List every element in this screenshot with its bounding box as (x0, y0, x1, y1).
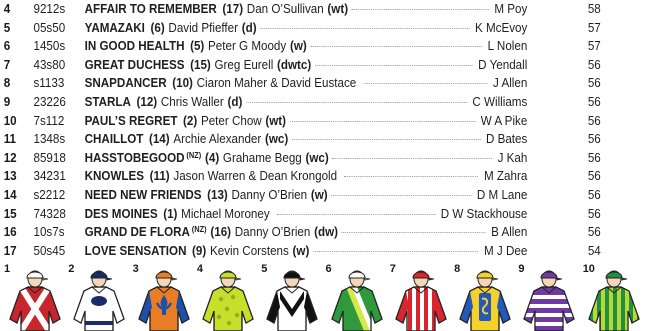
trainer: Greg Eurell (214, 57, 274, 72)
silk-number: 9 (518, 263, 525, 275)
runner-form: s2212 (33, 188, 66, 202)
barrier: (11) (149, 169, 170, 184)
runner-details (85, 223, 486, 243)
horse-name: HASSTOBEGOOD (84, 150, 185, 165)
silk-item (518, 263, 578, 329)
runner-details (85, 56, 473, 74)
leader-dots (277, 213, 435, 215)
jockey: D Yendall (478, 57, 528, 72)
weight: 56 (587, 225, 601, 240)
silk-lime-dots-icon (199, 269, 257, 331)
weight: 57 (587, 39, 601, 54)
runner-row (0, 37, 604, 55)
runner-form: 50s45 (33, 243, 66, 258)
runner-row (0, 0, 604, 18)
gear: (dw) (314, 225, 338, 240)
silk-number: 10 (582, 263, 595, 275)
runner-form: s1133 (33, 76, 65, 91)
gear: (wc) (305, 150, 329, 165)
silk-item (133, 263, 193, 329)
silk-number: 4 (196, 263, 204, 275)
silk-purple-white-hoops-icon (520, 269, 578, 331)
runner-details (85, 130, 481, 148)
weight: 56 (587, 76, 601, 91)
trainer: Archie Alexander (173, 132, 262, 147)
silk-item (390, 263, 450, 329)
runner-form: 1348s (33, 132, 66, 147)
runner-number: 13 (3, 169, 17, 184)
weight: 56 (587, 132, 601, 147)
silk-red-white-stripes-icon (392, 269, 450, 331)
weight: 58 (587, 2, 601, 16)
silk-green-lime-stripes-icon (585, 269, 643, 331)
trainer: Grahame Begg (222, 150, 302, 165)
gear: (w) (292, 243, 310, 258)
leader-dots (332, 157, 492, 159)
gear: (d) (241, 20, 257, 35)
silk-item (261, 263, 321, 329)
jockey: J Kah (497, 150, 528, 165)
runner-number: 12 (3, 150, 17, 165)
leader-dots (342, 231, 486, 233)
gear: (wt) (327, 2, 349, 16)
jockey: B Allen (491, 225, 528, 240)
runner-row (0, 112, 604, 130)
silk-white-black-chevron-icon (263, 269, 321, 331)
weight: 56 (587, 169, 601, 184)
runner-form: 05s50 (33, 20, 66, 35)
leader-dots (246, 101, 466, 103)
leader-dots (331, 194, 471, 196)
runner-number: 5 (3, 20, 11, 35)
jockey: D Bates (485, 132, 528, 147)
jockey: D M Lane (476, 188, 528, 202)
trainer: Ciaron Maher & David Eustace (196, 76, 357, 91)
runner-number: 7 (3, 57, 11, 72)
weight: 56 (587, 206, 601, 221)
silk-number: 5 (261, 263, 268, 275)
runner-number: 4 (3, 2, 11, 16)
runner-number: 8 (3, 76, 11, 91)
silk-item (326, 263, 386, 329)
gear: (w) (310, 188, 328, 202)
runner-row (0, 205, 604, 223)
runner-details (85, 167, 479, 185)
silk-number: 6 (325, 263, 332, 275)
runner-details (85, 242, 478, 260)
gear: (dwtc) (277, 57, 312, 72)
horse-country: (NZ) (186, 150, 202, 160)
silk-number: 1 (4, 263, 11, 275)
barrier: (5) (190, 39, 205, 54)
runner-form: 9212s (33, 2, 66, 16)
runner-row (0, 19, 604, 37)
horse-name: LOVE SENSATION (84, 243, 187, 258)
runner-number: 6 (3, 39, 11, 54)
leader-dots (292, 138, 481, 140)
silk-number: 2 (68, 263, 75, 275)
leader-dots (345, 175, 479, 177)
barrier: (1) (163, 206, 178, 221)
jockey: D W Stackhouse (440, 206, 528, 221)
horse-name: DES MOINES (84, 206, 158, 221)
gear: (wc) (264, 132, 289, 147)
barrier: (15) (190, 57, 211, 72)
runner-row (0, 186, 604, 204)
silk-yellow-blue-icon (456, 269, 514, 331)
runner-details (85, 37, 482, 55)
runner-details (85, 112, 475, 130)
runner-details (85, 93, 467, 111)
silk-number: 8 (454, 263, 461, 275)
runner-number: 15 (3, 206, 17, 221)
leader-dots (290, 120, 475, 122)
silk-white-navy-emblem-icon (70, 269, 128, 331)
jockey: W A Pike (480, 113, 528, 128)
barrier: (12) (136, 95, 158, 109)
silks-strip (0, 263, 649, 329)
trainer: Peter G Moody (208, 39, 287, 54)
silk-item (454, 263, 514, 329)
silk-item (197, 263, 257, 329)
jockey: L Nolen (487, 39, 528, 54)
runner-form: 10s7s (33, 225, 65, 240)
leader-dots (310, 45, 481, 47)
horse-country: (NZ) (191, 225, 207, 235)
runner-details (85, 186, 472, 204)
jockey: M Zahra (484, 169, 528, 184)
weight: 56 (587, 150, 601, 165)
silk-red-white-cross-icon (6, 269, 64, 331)
silk-item (583, 263, 643, 329)
silk-green-stripe-icon (328, 269, 386, 331)
runner-form: 23226 (33, 95, 66, 109)
runner-row (0, 56, 604, 74)
trainer: Chris Waller (160, 95, 224, 109)
horse-name: STARLA (84, 95, 131, 109)
jockey: J Allen (493, 76, 528, 91)
runner-row (0, 149, 604, 167)
runner-number: 9 (3, 95, 11, 109)
barrier: (6) (150, 20, 165, 35)
trainer: Dan O’Sullivan (246, 2, 324, 16)
silk-item (4, 263, 64, 329)
leader-dots (315, 64, 472, 66)
barrier: (4) (204, 150, 220, 165)
runner-form: 43s80 (33, 57, 66, 72)
weight: 56 (587, 113, 601, 128)
runner-form: 34231 (33, 169, 66, 184)
horse-name: SNAPDANCER (84, 76, 167, 91)
horse-name: GRAND DE FLORA (84, 225, 190, 240)
trainer: Danny O’Brien (234, 225, 311, 240)
leader-dots (313, 250, 478, 252)
runner-number: 14 (3, 188, 17, 202)
barrier: (14) (148, 132, 170, 147)
barrier: (13) (207, 188, 228, 202)
runner-row (0, 167, 604, 185)
runner-number: 11 (3, 132, 17, 147)
horse-name: GREAT DUCHESS (84, 57, 185, 72)
silk-orange-fleur-icon (135, 269, 193, 331)
trainer: Kevin Corstens (209, 243, 289, 258)
barrier: (2) (183, 113, 198, 128)
trainer: Michael Moroney (181, 206, 270, 221)
runner-details (85, 74, 488, 92)
runner-form: 1450s (33, 39, 66, 54)
leader-dots (260, 27, 469, 29)
runner-form: 85918 (33, 150, 66, 165)
gear: (wt) (265, 113, 287, 128)
barrier: (17) (222, 2, 244, 16)
weight: 54 (587, 243, 601, 258)
weight: 56 (587, 57, 601, 72)
gear: (d) (227, 95, 243, 109)
runner-row (0, 223, 604, 241)
runner-row (0, 130, 604, 148)
trainer: Jason Warren & Dean Krongold (173, 169, 338, 184)
gear: (w) (289, 39, 307, 54)
runner-number: 16 (3, 225, 17, 240)
horse-name: KNOWLES (84, 169, 145, 184)
trainer: Danny O’Brien (231, 188, 308, 202)
weight: 56 (587, 95, 601, 109)
runner-row (0, 93, 604, 111)
jockey: M Poy (494, 2, 528, 16)
jockey: M J Dee (484, 243, 528, 258)
silk-number: 7 (389, 263, 396, 275)
barrier: (16) (210, 225, 232, 240)
weight: 56 (587, 188, 601, 202)
jockey: C Williams (472, 95, 528, 109)
horse-name: PAUL’S REGRET (84, 113, 178, 128)
barrier: (10) (172, 76, 193, 91)
horse-name: YAMAZAKI (84, 20, 145, 35)
jockey: K McEvoy (474, 20, 528, 35)
runner-number: 17 (3, 243, 17, 258)
leader-dots (352, 8, 490, 10)
runner-row (0, 242, 604, 260)
horse-name: IN GOOD HEALTH (84, 39, 185, 54)
runner-form: 74328 (33, 206, 66, 221)
trainer: David Pfieffer (168, 20, 239, 35)
runner-row (0, 74, 604, 92)
leader-dots (364, 82, 488, 84)
trainer: Peter Chow (200, 113, 262, 128)
horse-name: AFFAIR TO REMEMBER (84, 2, 217, 16)
runner-details (85, 205, 436, 223)
runner-details (85, 149, 493, 169)
runner-details (85, 0, 490, 18)
silk-item (68, 263, 128, 329)
horse-name: NEED NEW FRIENDS (84, 188, 202, 202)
runner-details (85, 19, 470, 37)
horse-name: CHAILLOT (84, 132, 144, 147)
runner-number: 10 (3, 113, 17, 128)
silk-number: 3 (132, 263, 139, 275)
weight: 57 (587, 20, 601, 35)
runner-form: 7s112 (33, 113, 65, 128)
barrier: (9) (192, 243, 207, 258)
